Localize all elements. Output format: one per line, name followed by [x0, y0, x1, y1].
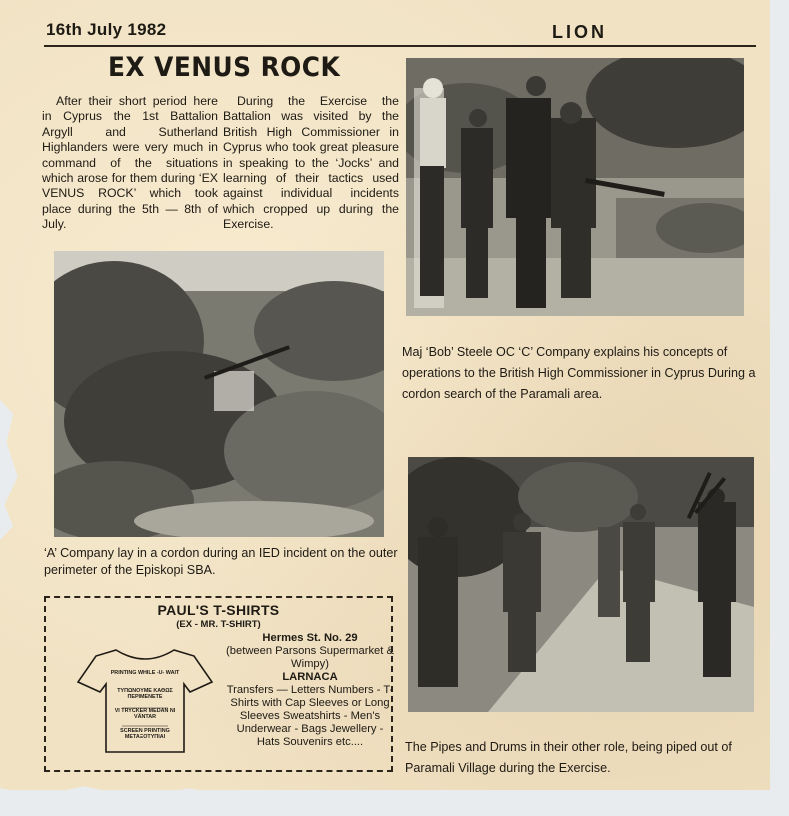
photo-cordon-scrub	[54, 251, 384, 537]
article-paragraph-2: During the Exercise the Battalion was visited by the British High Commissioner in Cyprus who took great pleasure in speaking to the ‘Jocks’ and learning of their tactics used against individual incidents which cropped up during the Exercise.	[223, 94, 399, 232]
photo-pipes-and-drums	[408, 457, 754, 712]
issue-date: 16th July 1982	[46, 20, 167, 39]
advert-city: LARNACA	[282, 671, 338, 683]
tshirt-shop-advert	[44, 596, 393, 772]
caption-high-commissioner: Maj ‘Bob’ Steele OC ‘C’ Company explains his concepts of operations to the British High Commissioner in Cyprus During a cordon search of the Paramali area.	[402, 345, 756, 401]
photo-high-commissioner	[406, 58, 744, 316]
shirt-line-3: VI TRYCKER MEDAN NI VÄNTAR	[114, 708, 176, 720]
shirt-line-4: SCREEN PRINTING ΜΕΤΑΞΟΤΥΠΙΑΙ	[120, 728, 170, 740]
advert-products: Transfers — Letters Numbers - T-Shirts with Cap Sleeves or Long Sleeves Sweatshirts - Men's Underwear - Bags Jewellery - Hats Souvenirs etc....	[226, 684, 394, 748]
advert-subtitle: (EX - MR. T-SHIRT)	[176, 619, 261, 630]
caption-pipes-and-drums: The Pipes and Drums in their other role, being piped out of Paramali Village during the Exercise.	[405, 740, 732, 775]
shirt-line-1: PRINTING WHILE -U- WAIT	[110, 670, 180, 676]
article-headline: EX VENUS ROCK	[108, 52, 341, 83]
advert-shop-name: PAUL'S T-SHIRTS	[157, 602, 280, 618]
article-paragraph-1: After their short period here in Cyprus the 1st Battalion Argyll and Sutherland Highlanders were very much in command of the situations which arose for them during ‘EX VENUS ROCK’ which took place during the 5th — 8th of July.	[42, 94, 218, 232]
advert-landmark: (between Parsons Supermarket & Wimpy)	[226, 645, 394, 670]
newspaper-title: LION	[552, 22, 607, 42]
shirt-line-2: ΤΥΠΩΝΟΥΜΕ ΚΑΘΩΣ ΠΕΡΙΜΕΝΕΤΕ	[117, 688, 173, 700]
advert-details	[226, 632, 394, 749]
torn-edge-left	[0, 400, 22, 540]
advert-address: Hermes St. No. 29	[262, 632, 358, 644]
caption-cordon: ‘A’ Company lay in a cordon during an IED incident on the outer perimeter of the Episkopi SBA.	[44, 546, 398, 577]
masthead-rule	[44, 45, 756, 47]
